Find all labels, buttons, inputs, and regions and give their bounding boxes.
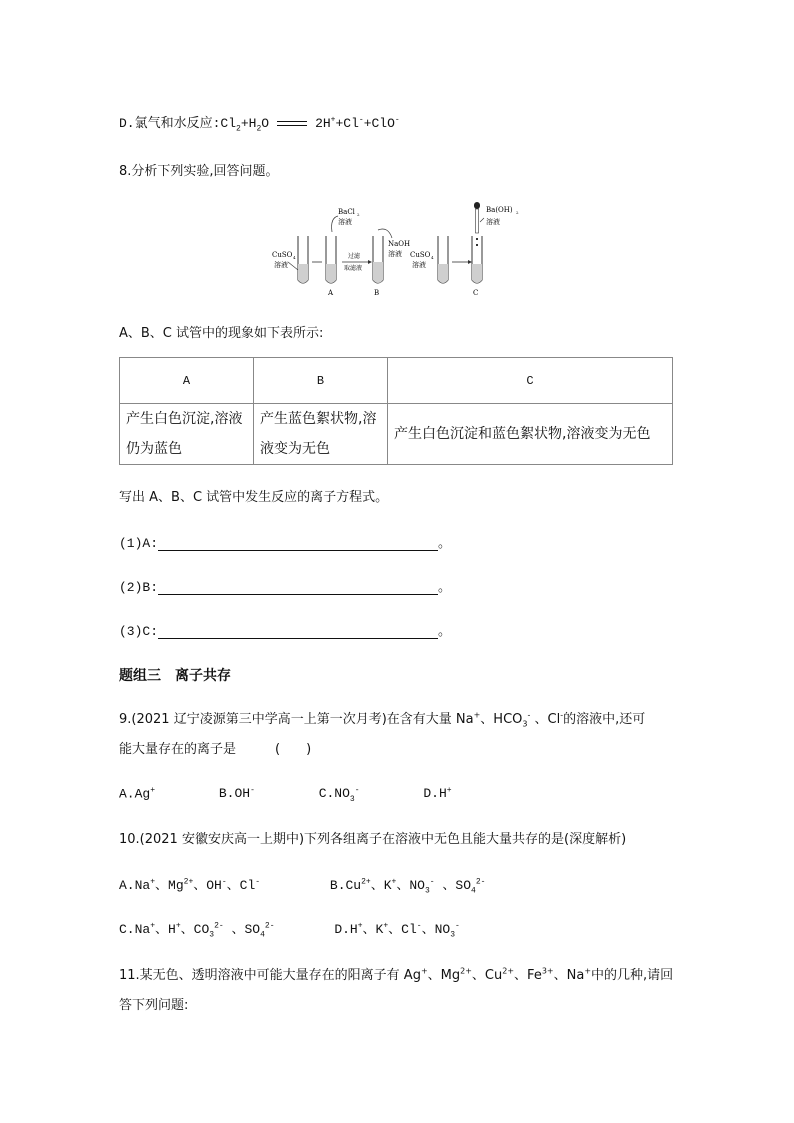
q11-text: 、Na <box>553 968 585 983</box>
question-10-options-cd: C.Na+、H+、$CO_3^{2-}$ 、$SO_4^{2-}$ D.H+、K+、Cl-、$NO_3^-$ <box>119 921 460 940</box>
option-a: A.Ag <box>119 786 151 802</box>
label-c: C <box>473 289 479 297</box>
question-9-options: A.Ag+ B.OH- $C.NO_3^-$ D.H+ <box>119 786 452 804</box>
table-header: B <box>254 358 388 404</box>
label-bacl2: BaCl <box>338 208 355 216</box>
opt-text: 、SO <box>434 878 471 893</box>
label-filter2: 取滤液 <box>344 265 363 272</box>
label-cuso4-1: CuSO <box>272 251 293 259</box>
answer-label: (1)A: <box>119 536 159 551</box>
opt-text: 、OH <box>193 878 222 893</box>
question-9-stem: 9.(2021 辽宁凌源第三中学高一上第一次月考)在含有大量 Na+、$HCO_3^-$ 、Cl-的溶液中,还可 <box>119 710 646 729</box>
table-row <box>120 404 673 465</box>
test-tube-cuso4-2 <box>438 236 448 283</box>
q11-text: 中的几种,请回 <box>591 968 674 983</box>
q11-text: 11.某无色、透明溶液中可能大量存在的阳离子有 Ag <box>119 968 421 983</box>
table-header: A <box>120 358 254 404</box>
q11-text: 、Mg <box>427 968 461 983</box>
question-8-stem: 8.分析下列实验,回答问题。 <box>119 164 279 179</box>
opt-text: 、CO <box>180 922 210 937</box>
eq-text: +Cl <box>335 116 359 131</box>
label-cuso4-2: CuSO <box>410 251 431 259</box>
answer-b <box>119 576 451 595</box>
svg-text:2: 2 <box>516 210 519 215</box>
label-a: A <box>328 289 334 297</box>
svg-text:4: 4 <box>293 255 296 260</box>
option-b: B.Cu <box>329 878 362 893</box>
svg-text:2: 2 <box>357 212 360 217</box>
eq-text: +H <box>240 116 257 131</box>
opt-text: 、NO <box>421 922 451 937</box>
test-tube-a <box>326 236 336 283</box>
q9-text: 的溶液中,还可 <box>563 712 646 727</box>
opt-text: 、Cl <box>226 878 256 893</box>
question-11-stem2: 答下列问题: <box>119 998 189 1013</box>
label-bacl2-sol: 溶液 <box>338 218 352 226</box>
svg-text:4: 4 <box>431 255 434 260</box>
table-cell: 产生白色沉淀,溶液仍为蓝色 <box>120 404 254 465</box>
period: 。 <box>438 624 452 639</box>
option-label: D.氯气和水反应: <box>119 116 221 131</box>
q9-text: 、HCO <box>480 712 523 727</box>
answer-blank[interactable] <box>158 538 438 551</box>
option-c: C.Na <box>119 922 151 937</box>
opt-text: 、H <box>155 922 176 937</box>
opt-text: 、NO <box>396 878 425 893</box>
opt-text: 、K <box>362 922 384 937</box>
equilibrium-arrow-icon <box>277 120 307 127</box>
option-d: D.H <box>334 922 358 937</box>
table-cell: 产生蓝色絮状物,溶液变为无色 <box>254 404 388 465</box>
phenomena-table <box>119 357 673 465</box>
eq-text: +ClO <box>363 116 395 131</box>
option-d-equation: D.氯气和水反应$:Cl_2+H_2O$ 2H++Cl-+ClO- <box>119 115 400 134</box>
option-d: D.H <box>423 786 447 802</box>
q11-text: 、Cu <box>471 968 503 983</box>
answer-c <box>119 620 451 639</box>
question-11-stem: 11.某无色、透明溶液中可能大量存在的阳离子有 Ag+、$Mg^{2+}$、$Cu^{2+}$、$Fe^{3+}$、Na+中的几种,请回 <box>119 966 674 983</box>
question-8-task: 写出 A、B、C 试管中发生反应的离子方程式。 <box>119 490 389 505</box>
table-header: C <box>388 358 673 404</box>
option-b: B.OH <box>218 786 251 802</box>
test-tube-b <box>373 236 383 283</box>
label-baoh2: Ba(OH) <box>486 206 513 214</box>
section-heading: 题组三 离子共存 <box>119 668 231 684</box>
label-sol-2: 溶液 <box>412 261 426 269</box>
q11-text: 、Fe <box>514 968 542 983</box>
eq-text: Cl <box>220 116 237 131</box>
question-8-intro: A、B、C 试管中的现象如下表所示: <box>119 326 324 341</box>
opt-text: 、Cl <box>388 922 417 937</box>
experiment-diagram <box>270 200 530 304</box>
question-9-stem2: 能大量存在的离子是 ( ) <box>119 742 312 757</box>
answer-label: (2)B: <box>119 580 159 595</box>
period: 。 <box>438 580 452 595</box>
answer-a <box>119 532 451 551</box>
label-b: B <box>374 289 380 297</box>
question-10-options-ab: A.Na+、$Mg^{2+}$、OH-、Cl- $B.Cu^{2+}$、K+、$NO_3^-$ 、$SO_4^{2-}$ <box>119 877 486 896</box>
label-filter: 过滤 <box>348 253 361 260</box>
period: 。 <box>438 536 452 551</box>
q9-text: 、Cl <box>530 712 561 727</box>
label-baoh2-sol: 溶液 <box>486 218 500 226</box>
question-10-stem: 10.(2021 安徽安庆高一上期中)下列各组离子在溶液中无色且能大量共存的是(深度解析) <box>119 832 627 847</box>
table-cell: 产生白色沉淀和蓝色絮状物,溶液变为无色 <box>388 404 673 465</box>
answer-label: (3)C: <box>119 624 159 639</box>
table-header-row <box>120 358 673 404</box>
opt-text: 、Mg <box>155 878 184 893</box>
opt-text: 、K <box>370 878 392 893</box>
label-sol-1: 溶液 <box>274 261 288 269</box>
answer-blank[interactable] <box>158 626 438 639</box>
test-tube-cuso4 <box>298 236 308 283</box>
test-tube-c <box>472 202 482 283</box>
option-a: A.Na <box>119 878 151 893</box>
label-naoh-sol: 溶液 <box>388 250 402 258</box>
option-c: C.NO <box>318 786 350 802</box>
opt-text: 、SO <box>223 922 261 937</box>
answer-blank[interactable] <box>158 582 438 595</box>
eq-text: O <box>261 116 270 131</box>
label-naoh: NaOH <box>388 240 411 248</box>
eq-text: 2H <box>315 116 331 131</box>
q9-text: 9.(2021 辽宁凌源第三中学高一上第一次月考)在含有大量 Na <box>119 712 474 727</box>
